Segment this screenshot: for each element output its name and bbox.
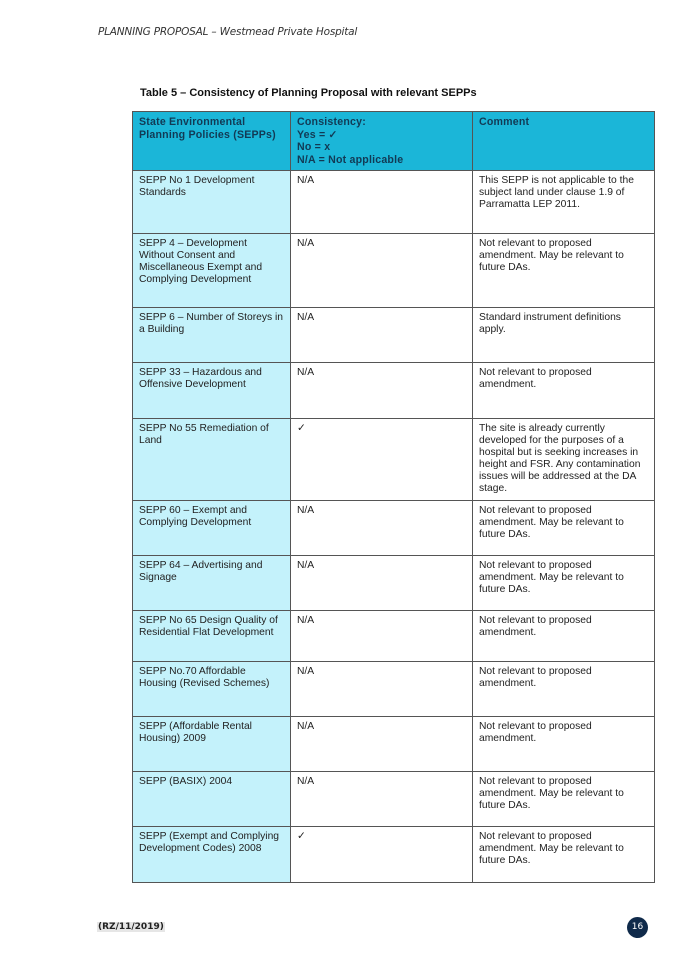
header-consistency-title: Consistency: — [297, 116, 366, 128]
table-row — [133, 662, 655, 717]
sepp-consistency-table — [132, 111, 655, 883]
header-consistency-yes: Yes = ✓ — [297, 128, 338, 141]
policy-cell: SEPP No 1 Development Standards — [133, 171, 291, 234]
table-row — [133, 772, 655, 827]
consistency-cell: N/A — [291, 717, 473, 772]
comment-cell: Not relevant to proposed amendment. May be relevant to future DAs. — [473, 501, 655, 556]
header-consistency — [291, 112, 473, 171]
policy-cell: SEPP 33 – Hazardous and Offensive Development — [133, 363, 291, 419]
consistency-cell: N/A — [291, 662, 473, 717]
consistency-cell: N/A — [291, 171, 473, 234]
consistency-cell: N/A — [291, 611, 473, 662]
table-row — [133, 611, 655, 662]
consistency-cell: ✓ — [291, 419, 473, 501]
footer-reference-code: (RZ/11/2019) — [98, 922, 164, 932]
policy-cell: SEPP 6 – Number of Storeys in a Building — [133, 308, 291, 363]
comment-cell: Not relevant to proposed amendment. May be relevant to future DAs. — [473, 772, 655, 827]
policy-cell: SEPP 4 – Development Without Consent and Miscellaneous Exempt and Complying Development — [133, 234, 291, 308]
table-row — [133, 501, 655, 556]
comment-cell: Not relevant to proposed amendment. — [473, 717, 655, 772]
running-header: PLANNING PROPOSAL – Westmead Private Hospital — [98, 26, 358, 38]
table-row — [133, 419, 655, 501]
table-caption: Table 5 – Consistency of Planning Proposal with relevant SEPPs — [140, 87, 477, 99]
table-row — [133, 234, 655, 308]
policy-cell: SEPP (Affordable Rental Housing) 2009 — [133, 717, 291, 772]
comment-cell: Not relevant to proposed amendment. May be relevant to future DAs. — [473, 556, 655, 611]
policy-cell: SEPP (BASIX) 2004 — [133, 772, 291, 827]
table-row — [133, 363, 655, 419]
table-row — [133, 171, 655, 234]
comment-cell: Not relevant to proposed amendment. — [473, 611, 655, 662]
policy-cell: SEPP 64 – Advertising and Signage — [133, 556, 291, 611]
comment-cell: Not relevant to proposed amendment. — [473, 662, 655, 717]
comment-cell: The site is already currently developed for the purposes of a hospital but is seeking increases in height and FSR. Any contamination issues will be addressed at the DA stage. — [473, 419, 655, 501]
page-number-badge: 16 — [627, 917, 648, 938]
policy-cell: SEPP No 55 Remediation of Land — [133, 419, 291, 501]
comment-cell: This SEPP is not applicable to the subject land under clause 1.9 of Parramatta LEP 2011. — [473, 171, 655, 234]
header-comment: Comment — [473, 112, 655, 171]
consistency-cell: N/A — [291, 772, 473, 827]
table-row — [133, 308, 655, 363]
comment-cell: Not relevant to proposed amendment. — [473, 363, 655, 419]
table-row — [133, 556, 655, 611]
table-row — [133, 827, 655, 883]
header-policy: State Environmental Planning Policies (SEPPs) — [133, 112, 291, 171]
consistency-cell: N/A — [291, 308, 473, 363]
comment-cell: Standard instrument definitions apply. — [473, 308, 655, 363]
comment-cell: Not relevant to proposed amendment. May be relevant to future DAs. — [473, 827, 655, 883]
policy-cell: SEPP No.70 Affordable Housing (Revised Schemes) — [133, 662, 291, 717]
header-consistency-no: No = x — [297, 141, 331, 153]
consistency-cell: N/A — [291, 234, 473, 308]
table-header-row — [133, 112, 655, 171]
table-row — [133, 717, 655, 772]
policy-cell: SEPP (Exempt and Complying Development Codes) 2008 — [133, 827, 291, 883]
consistency-cell: ✓ — [291, 827, 473, 883]
header-consistency-na: N/A = Not applicable — [297, 153, 404, 166]
comment-cell: Not relevant to proposed amendment. May be relevant to future DAs. — [473, 234, 655, 308]
consistency-cell: N/A — [291, 501, 473, 556]
consistency-cell: N/A — [291, 363, 473, 419]
consistency-cell: N/A — [291, 556, 473, 611]
policy-cell: SEPP No 65 Design Quality of Residential Flat Development — [133, 611, 291, 662]
policy-cell: SEPP 60 – Exempt and Complying Development — [133, 501, 291, 556]
